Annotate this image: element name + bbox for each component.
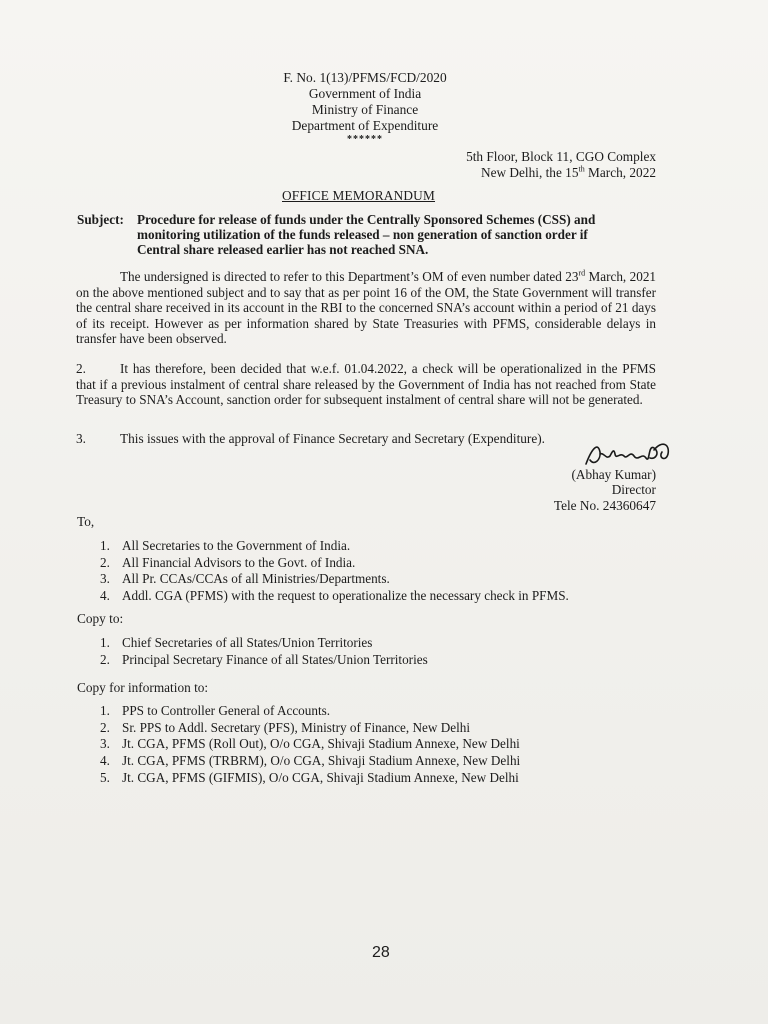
list-item: 2. Principal Secretary Finance of all States/Union Territories	[100, 651, 428, 667]
list-item: 2. All Financial Advisors to the Govt. of India.	[100, 554, 356, 570]
address-line: 5th Floor, Block 11, CGO Complex	[466, 149, 656, 164]
signatory-telephone: Tele No. 24360647	[553, 498, 656, 513]
subject-label: Subject:	[77, 212, 124, 227]
list-item: 4. Jt. CGA, PFMS (TRBRM), O/o CGA, Shivaji Stadium Annexe, New Delhi	[100, 753, 521, 769]
signatory-designation: Director	[611, 482, 656, 497]
list-item: 5. Jt. CGA, PFMS (GIFMIS), O/o CGA, Shivaji Stadium Annexe, New Delhi	[100, 769, 519, 785]
file-number: F. No. 1(13)/PFMS/FCD/2020	[283, 70, 447, 85]
memo-title: OFFICE MEMORANDUM	[282, 188, 436, 203]
signatory-name: (Abhay Kumar)	[571, 467, 656, 482]
subject-line-2: monitoring utilization of the funds released – non generation of sanction order if	[137, 227, 588, 242]
memo-date: New Delhi, the 15th March, 2022	[480, 164, 656, 180]
paragraph-3-number: 3.	[76, 431, 86, 446]
paragraph-2-number: 2.	[76, 361, 86, 376]
list-item: 3. All Pr. CCAs/CCAs of all Ministries/Departments.	[100, 571, 390, 587]
copy-info-list	[100, 703, 520, 787]
list-item: 3. Jt. CGA, PFMS (Roll Out), O/o CGA, Shivaji Stadium Annexe, New Delhi	[100, 736, 520, 752]
to-list	[100, 538, 569, 605]
subject-line-3: Central share released earlier has not reached SNA.	[137, 242, 429, 257]
paragraph-2: It has therefore, been decided that w.e.f. 01.04.2022, a check will be operationalized in the PFMS that if a previous instalment of central share released by the Government of India has not reached from State Treasury to SNA’s Account, sanction order for subsequent instalment of central share will not be generated.	[76, 361, 656, 407]
to-label: To,	[77, 514, 95, 529]
list-item: 1. All Secretaries to the Government of India.	[100, 538, 351, 553]
department-line: Department of Expenditure	[291, 118, 439, 133]
page-number: 28	[372, 944, 390, 961]
list-item: 1. PPS to Controller General of Accounts.	[100, 703, 331, 718]
paragraph-1: The undersigned is directed to refer to this Department’s OM of even number dated 23rd March, 2021 on the above mentioned subject and to say that as per point 16 of the OM, the State Government will transfer the central share received in its account in the RBI to the concerned SNA’s account within a period of 21 days of its receipt. However as per information shared by State Treasuries with PFMS, considerable delays in transfer have been observed.	[76, 268, 657, 346]
list-item: 1. Chief Secretaries of all States/Union Territories	[100, 635, 373, 650]
copy-to-list	[100, 635, 428, 668]
ministry-line: Ministry of Finance	[311, 102, 419, 117]
copy-to-label: Copy to:	[77, 611, 124, 626]
copy-info-label: Copy for information to:	[77, 680, 209, 695]
list-item: 2. Sr. PPS to Addl. Secretary (PFS), Ministry of Finance, New Delhi	[100, 719, 470, 735]
paragraph-3: This issues with the approval of Finance Secretary and Secretary (Expenditure).	[120, 431, 545, 446]
list-item: 4. Addl. CGA (PFMS) with the request to operationalize the necessary check in PFMS.	[100, 588, 569, 604]
government-line: Government of India	[308, 86, 422, 101]
header-stars: ******	[347, 134, 383, 145]
subject-line-1: Procedure for release of funds under the Centrally Sponsored Schemes (CSS) and	[137, 212, 596, 227]
